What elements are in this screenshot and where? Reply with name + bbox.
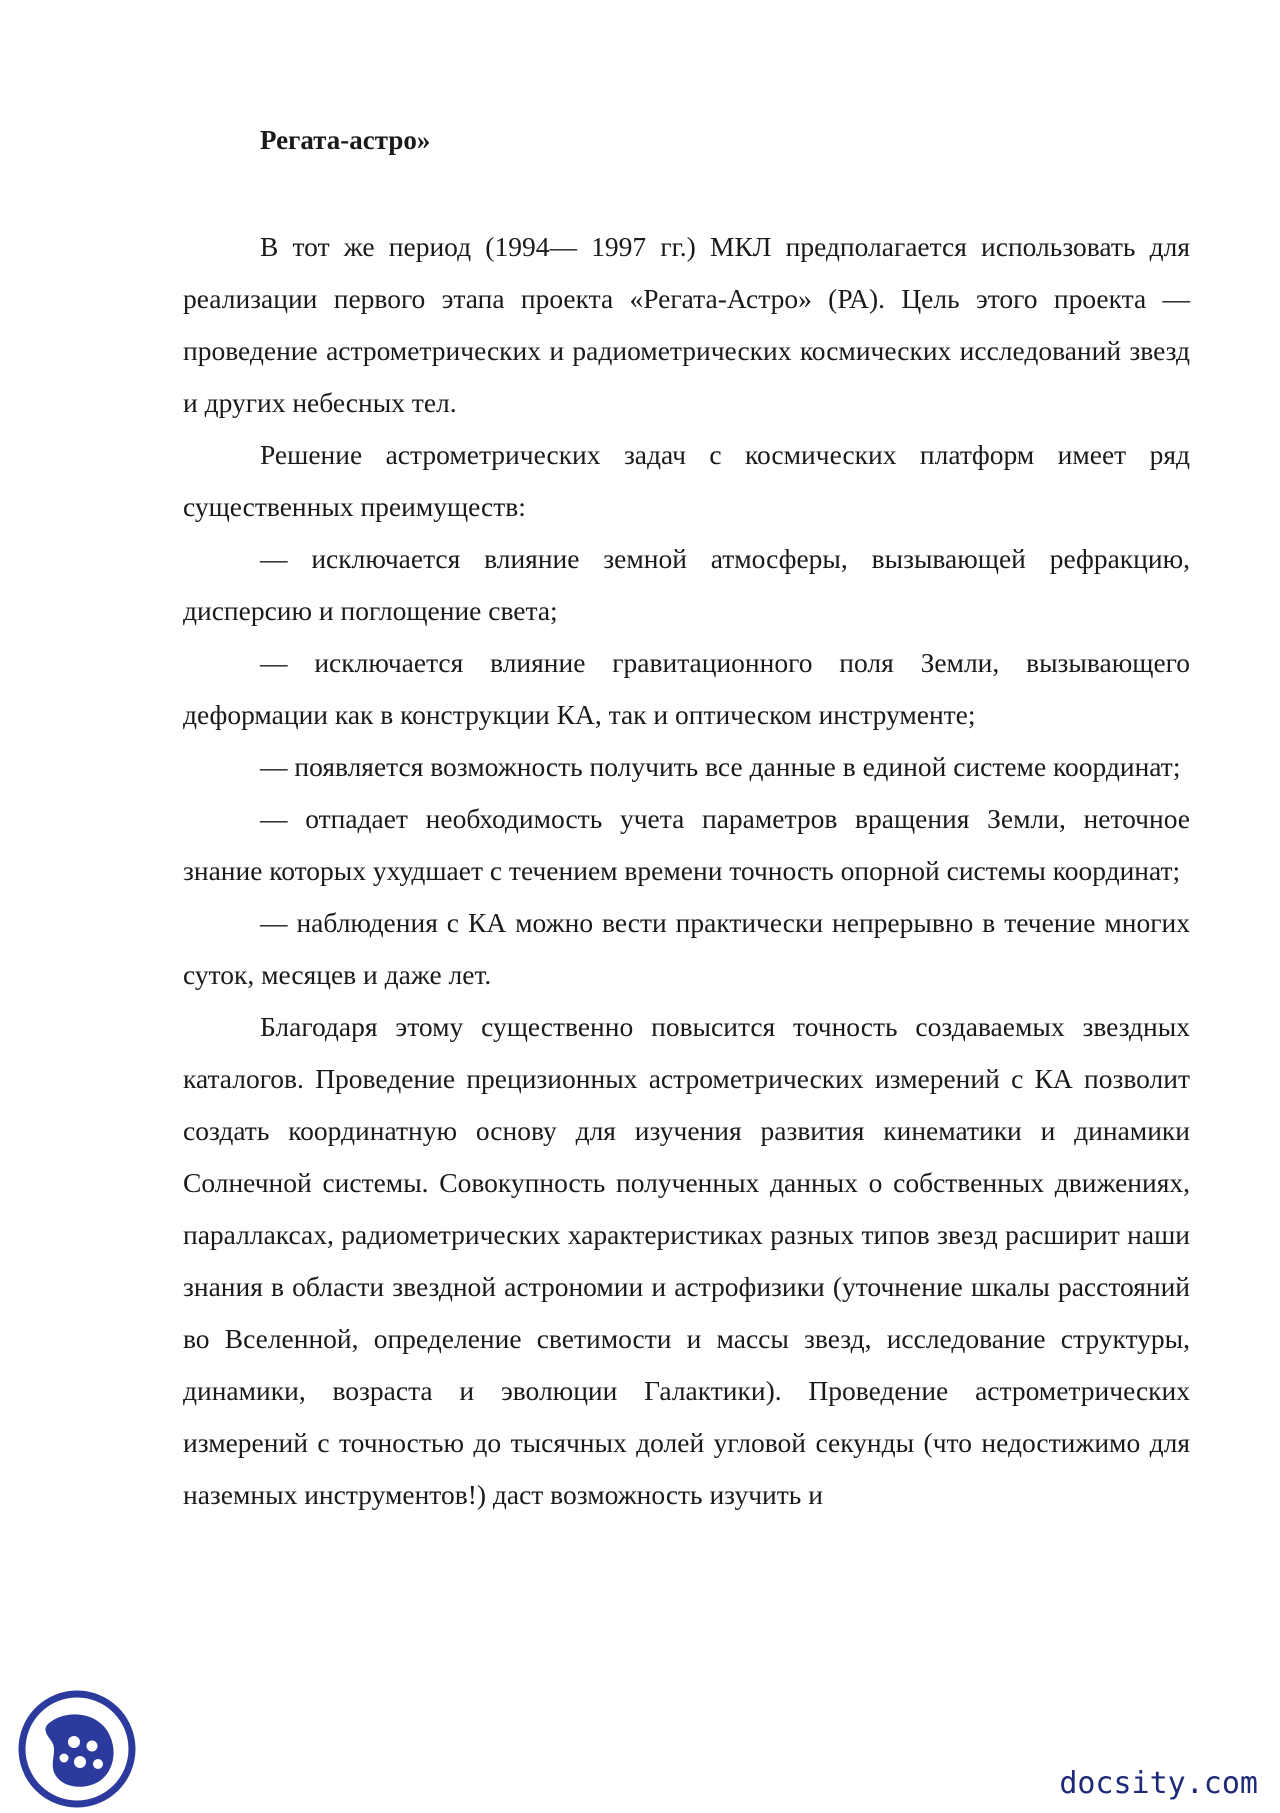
docsity-watermark[interactable]: docsity.com bbox=[1059, 1766, 1258, 1801]
paragraph: — исключается влияние земной атмосферы, вызывающей рефракцию, дисперсию и поглощение света; bbox=[183, 543, 1190, 626]
paragraph: Благодаря этому существенно повысится точность создаваемых звездных каталогов. Проведение прецизионных астрометрических измерений с КА позволит создать координатную основу для изучения развития кинематики и динамики Солнечной системы. Совокупность полученных данных о собственных движениях, параллаксах, радиометрических характеристиках разных типов звезд расширит наши знания в области звездной астрономии и астрофизики (уточнение шкалы расстояний во Вселенной, определение светимости и массы звезд, исследование структуры, динамики, возраста и эволюции Галактики). Проведение астрометрических измерений с точностью до тысячных долей угловой секунды (что недостижимо для наземных инструментов!) даст возможность изучить и bbox=[183, 1011, 1190, 1510]
document-body bbox=[183, 221, 1190, 1521]
paragraph: — отпадает необходимость учета параметров вращения Земли, неточное знание которых ухудшает с течением времени точность опорной системы координат; bbox=[183, 803, 1190, 886]
paragraph: Решение астрометрических задач с космических платформ имеет ряд существенных преимуществ: bbox=[183, 439, 1190, 522]
paragraph: — появляется возможность получить все данные в единой системе координат; bbox=[260, 751, 1181, 782]
paragraph: — наблюдения с КА можно вести практически непрерывно в течение многих суток, месяцев и даже лет. bbox=[183, 907, 1190, 990]
paragraph: В тот же период (1994— 1997 гг.) МКЛ предполагается использовать для реализации первого этапа проекта «Регата-Астро» (РА). Цель этого проекта — проведение астрометрических и радиометрических космических исследований звезд и других небесных тел. bbox=[183, 231, 1190, 418]
paragraph: — исключается влияние гравитационного поля Земли, вызывающего деформации как в конструкции КА, так и оптическом инструменте; bbox=[183, 647, 1190, 730]
section-heading: Регата-астро» bbox=[260, 125, 431, 155]
docsity-logo-icon[interactable] bbox=[18, 1690, 136, 1808]
